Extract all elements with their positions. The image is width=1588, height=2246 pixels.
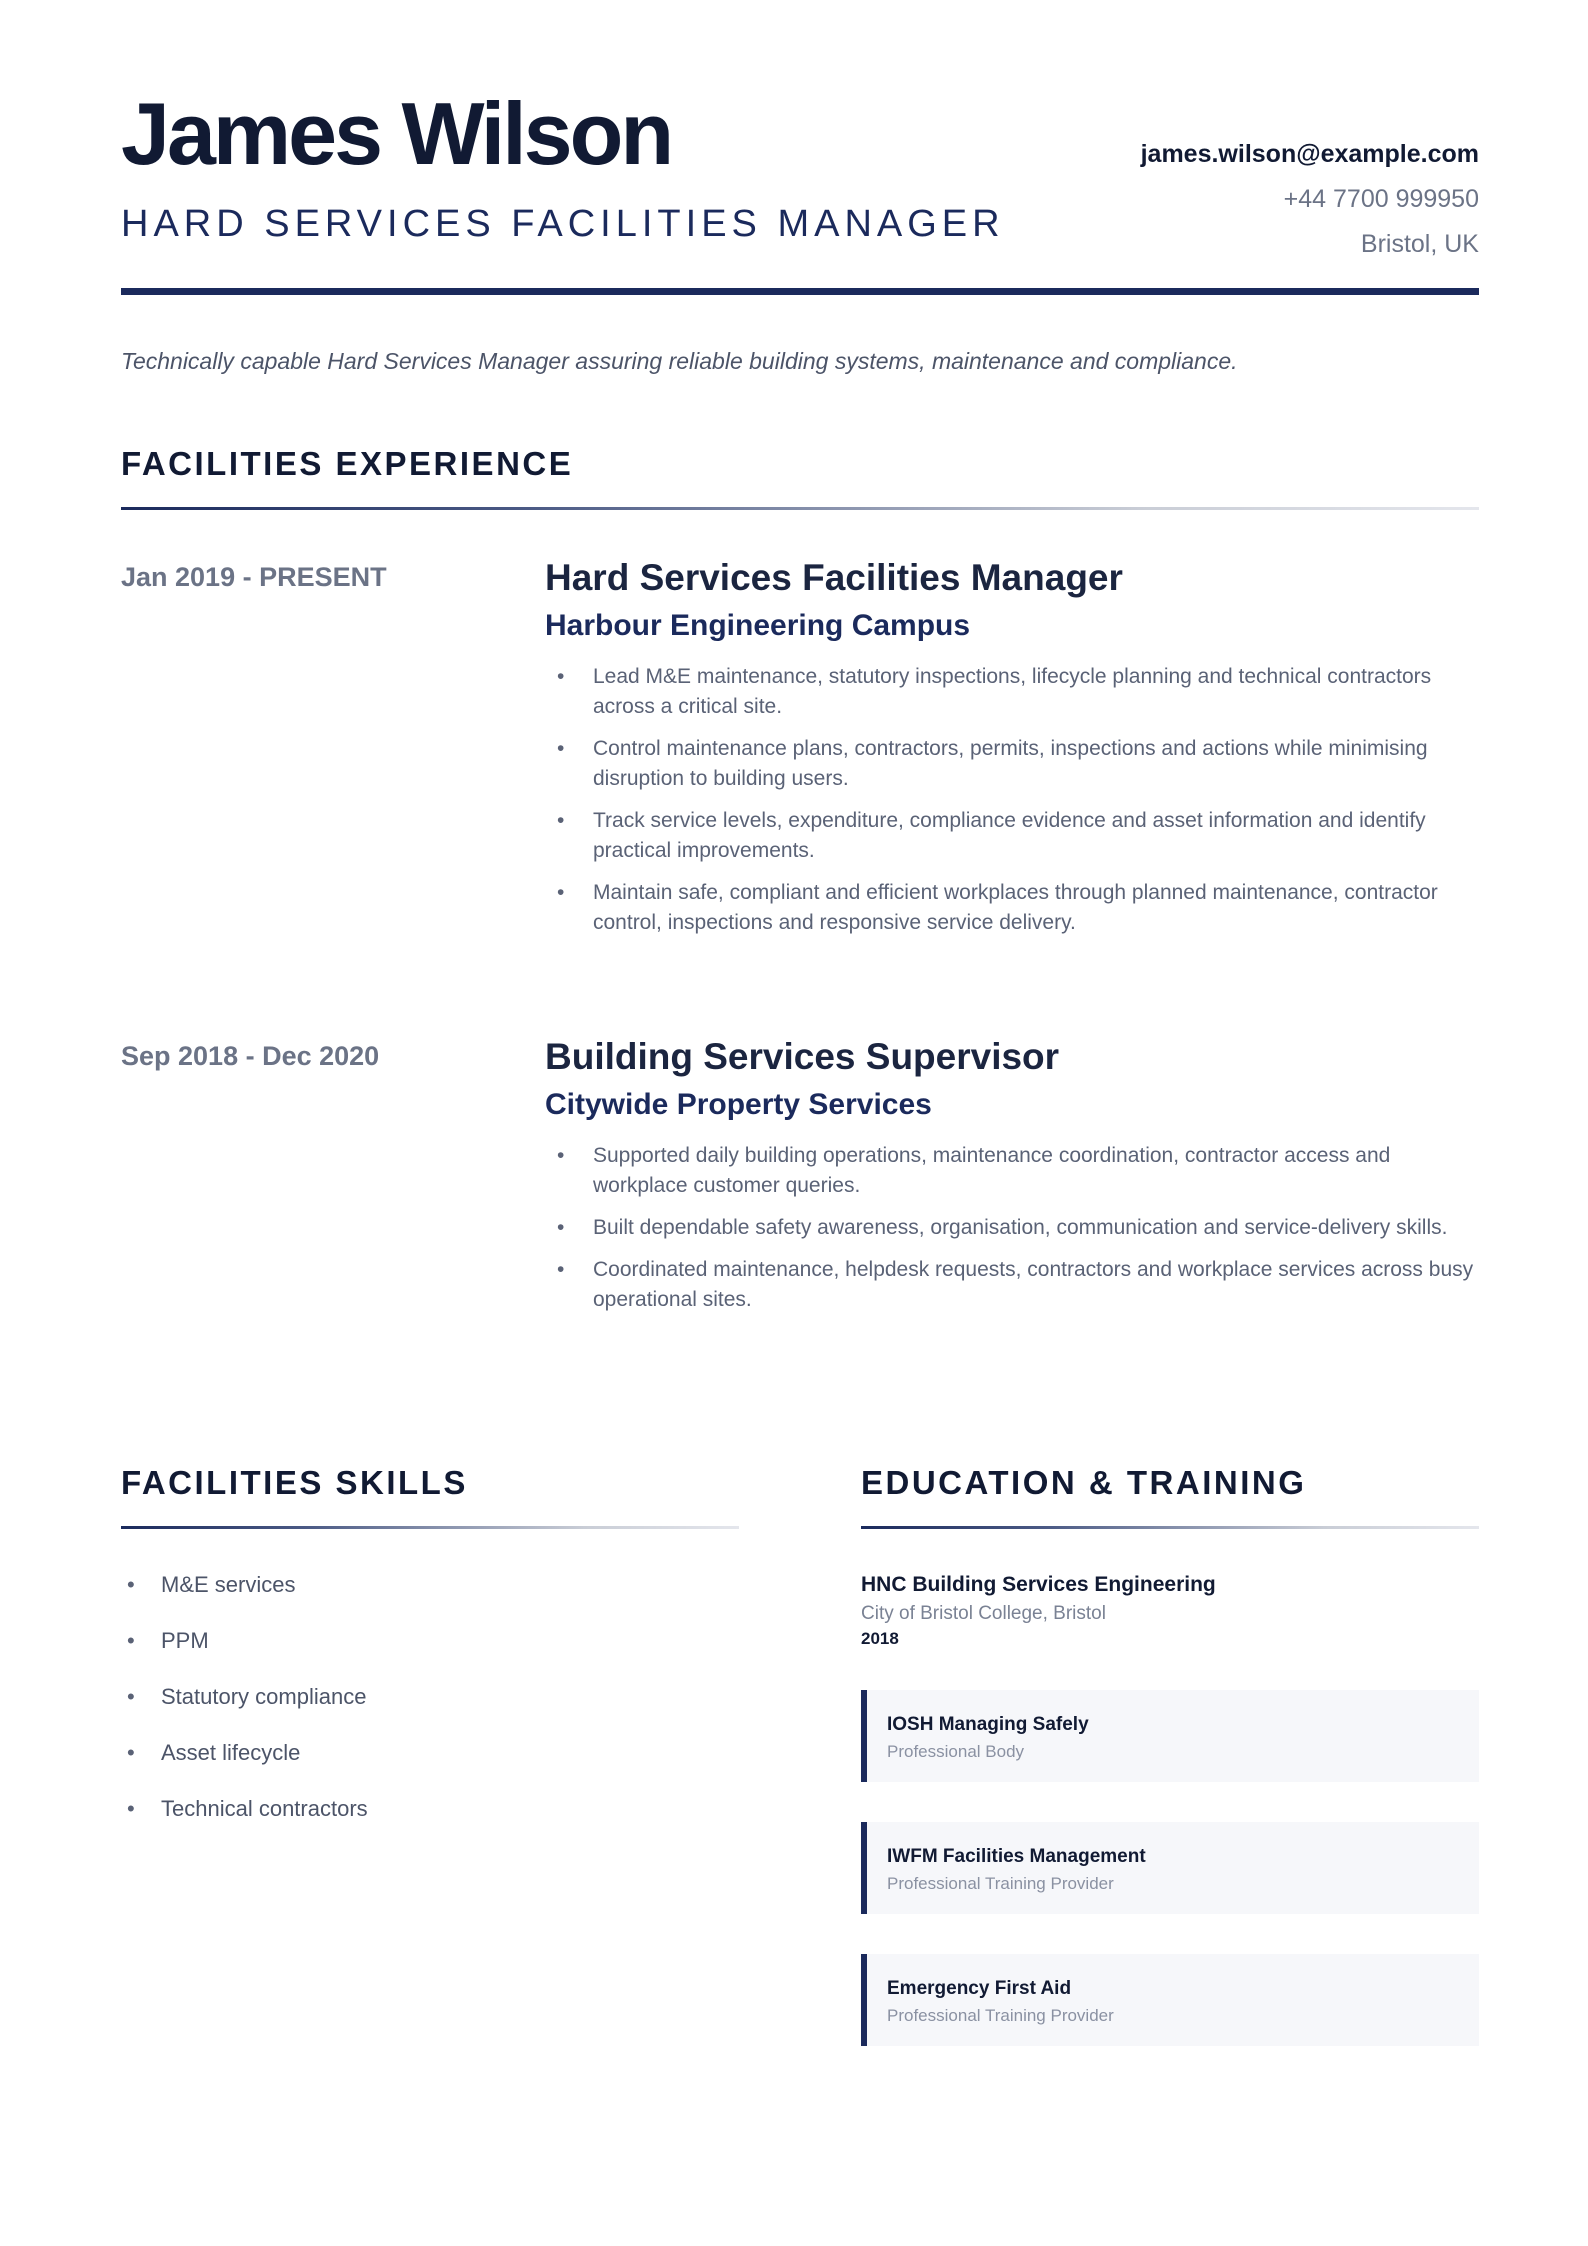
skills-list (121, 1570, 368, 1850)
contact-block (1141, 132, 1479, 267)
job-bullet: • Maintain safe, compliant and efficient workplaces through planned maintenance, contractor control, inspections and responsive service delivery. (545, 878, 1479, 938)
job-bullet: • Lead M&E maintenance, statutory inspections, lifecycle planning and technical contractors across a critical site. (545, 662, 1479, 722)
job-bullet: • Supported daily building operations, maintenance coordination, contractor access and workplace customer queries. (545, 1141, 1479, 1201)
certification-title: IOSH Managing Safely (887, 1714, 1089, 1735)
certification-card (861, 1822, 1479, 1914)
job-role: Building Services Supervisor (545, 1036, 1060, 1077)
certification-title: IWFM Facilities Management (887, 1846, 1146, 1867)
degree-year: 2018 (861, 1629, 899, 1649)
education-heading: EDUCATION & TRAINING (861, 1464, 1307, 1501)
contact-phone[interactable]: +44 7700 999950 (1283, 185, 1479, 213)
job-bullets (545, 662, 1479, 938)
certification-issuer: Professional Body (887, 1742, 1025, 1761)
job-role: Hard Services Facilities Manager (545, 557, 1123, 598)
contact-email[interactable]: james.wilson@example.com (1140, 140, 1479, 168)
job-bullets (545, 1141, 1479, 1315)
job-bullet: • Track service levels, expenditure, compliance evidence and asset information and identify practical improvements. (545, 806, 1479, 866)
summary-text: Technically capable Hard Services Manager assuring reliable building systems, maintenance and compliance. (121, 348, 1238, 374)
certification-issuer: Professional Training Provider (887, 2006, 1114, 2025)
skills-divider (121, 1526, 739, 1529)
degree-title: HNC Building Services Engineering (861, 1573, 1216, 1596)
job-dates: Jan 2019 - PRESENT (121, 562, 387, 592)
education-divider (861, 1526, 1479, 1529)
job-bullet: • Coordinated maintenance, helpdesk requests, contractors and workplace services across busy operational sites. (545, 1255, 1479, 1315)
contact-location: Bristol, UK (1360, 230, 1479, 258)
experience-heading: FACILITIES EXPERIENCE (121, 445, 574, 482)
certification-card (861, 1954, 1479, 2046)
skills-heading: FACILITIES SKILLS (121, 1464, 468, 1501)
skill-item: • Asset lifecycle (121, 1738, 368, 1768)
experience-divider (121, 507, 1479, 510)
certification-title: Emergency First Aid (887, 1978, 1072, 1999)
job-bullet: • Control maintenance plans, contractors, permits, inspections and actions while minimising disruption to building users. (545, 734, 1479, 794)
degree-entry (861, 1572, 1479, 1649)
job-body (545, 556, 1479, 950)
candidate-title: HARD SERVICES FACILITIES MANAGER (121, 203, 1005, 245)
degree-institution: City of Bristol College, Bristol (861, 1603, 1106, 1625)
job-body (545, 1035, 1479, 1327)
skill-item: • PPM (121, 1626, 368, 1656)
certification-issuer: Professional Training Provider (887, 1874, 1114, 1893)
skill-item: • Technical contractors (121, 1794, 368, 1824)
job-company: Citywide Property Services (545, 1088, 932, 1122)
job-dates: Sep 2018 - Dec 2020 (121, 1041, 380, 1071)
header-divider (121, 288, 1479, 295)
skill-item: • Statutory compliance (121, 1682, 368, 1712)
job-bullet: • Built dependable safety awareness, organisation, communication and service-delivery skills. (545, 1213, 1479, 1243)
candidate-name: James Wilson (121, 84, 672, 183)
resume-page (121, 0, 1479, 2025)
resume-header (121, 0, 1479, 300)
skill-item: • M&E services (121, 1570, 368, 1600)
job-company: Harbour Engineering Campus (545, 609, 971, 643)
certification-card (861, 1690, 1479, 1782)
